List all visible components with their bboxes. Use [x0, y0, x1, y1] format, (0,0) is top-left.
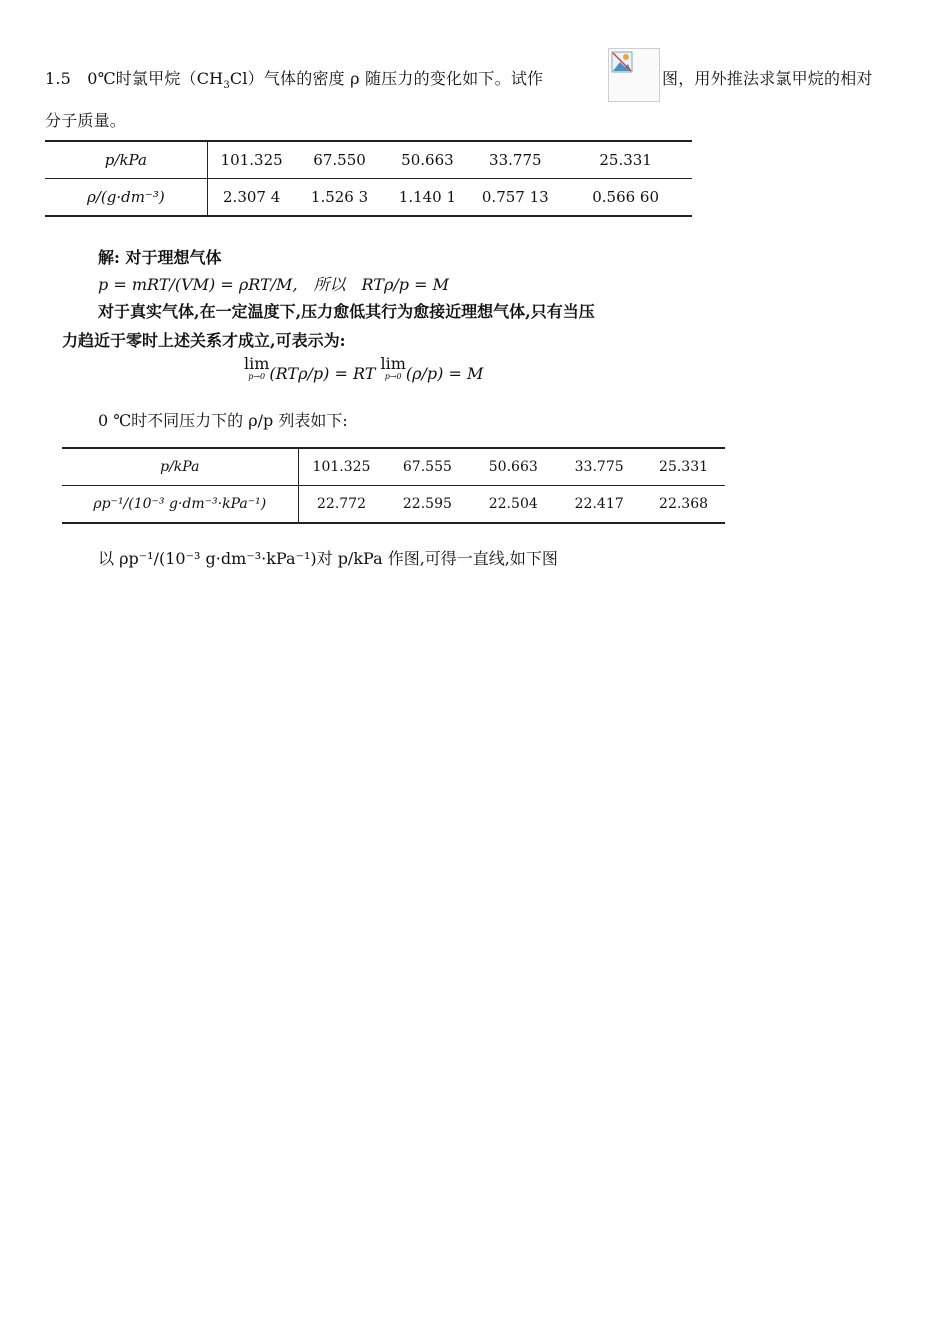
table-header-pressure: p/kPa — [62, 448, 298, 486]
table-row — [45, 179, 692, 217]
solution-paragraph-a: 对于真实气体,在一定温度下,压力愈低其行为愈接近理想气体,只有当压 — [98, 302, 595, 321]
question-subscript: 3 — [223, 80, 230, 92]
table-cell: 22.595 — [402, 496, 452, 512]
limit-operator-1 — [244, 354, 269, 381]
question-line-2: 分子质量。 — [45, 111, 127, 130]
table-density-ratio — [62, 447, 725, 524]
table-cell: 0.566 60 — [592, 188, 660, 206]
table-cell: 101.325 — [207, 141, 295, 179]
table-cell: 50.663 — [470, 448, 556, 486]
table-cell: 33.775 — [471, 141, 559, 179]
solution-label: 解 — [98, 248, 115, 267]
solution-intro — [98, 245, 222, 268]
table-cell: 1.526 3 — [310, 188, 369, 206]
equation-limit-a: (RTρ/p) = RT — [269, 364, 376, 383]
table-row — [45, 141, 692, 179]
closing-text: 以 ρp⁻¹/(10⁻³ g·dm⁻³·kPa⁻¹)对 p/kPa 作图,可得一直线,如下图 — [98, 549, 558, 568]
broken-image-placeholder — [608, 48, 660, 102]
question-line-1 — [45, 66, 543, 91]
table-header-pressure: p/kPa — [45, 141, 207, 179]
lim-text: lim — [380, 354, 406, 373]
table2-intro: 0 ℃时不同压力下的 ρ/p 列表如下: — [98, 411, 348, 430]
table-cell: 22.417 — [574, 496, 624, 512]
lim-subscript: p→0 — [248, 372, 266, 381]
table-cell: 22.772 — [317, 496, 366, 512]
table-cell: 67.555 — [384, 448, 470, 486]
table-cell: 67.550 — [296, 141, 384, 179]
table-header-ratio: ρp⁻¹/(10⁻³ g·dm⁻³·kPa⁻¹) — [62, 486, 298, 524]
solution-paragraph-b: 力趋近于零时上述关系才成立,可表示为: — [62, 331, 346, 350]
broken-image-icon — [611, 51, 633, 73]
solution-intro-text: : 对于理想气体 — [114, 248, 222, 267]
table-row — [62, 486, 725, 524]
lim-subscript: p→0 — [384, 372, 402, 381]
table-cell: 0.757 13 — [481, 188, 549, 206]
table-cell: 33.775 — [556, 448, 642, 486]
table-cell: 25.331 — [559, 141, 692, 179]
question-text-b: Cl）气体的密度 ρ 随压力的变化如下。试作 — [229, 69, 544, 88]
table-cell: 2.307 4 — [223, 188, 281, 206]
table-cell: 1.140 1 — [398, 188, 457, 206]
equation-ideal-gas: p = mRT/(VM) = ρRT/M, 所以 RTρ/p = M — [98, 275, 449, 294]
table-cell: 22.504 — [488, 496, 538, 512]
table-pressure-density — [45, 140, 692, 217]
equation-limit — [244, 354, 483, 383]
table-cell: 25.331 — [642, 448, 725, 486]
limit-operator-2 — [380, 354, 405, 381]
lim-text: lim — [244, 354, 270, 373]
table-cell: 22.368 — [659, 496, 709, 512]
table-cell: 50.663 — [383, 141, 471, 179]
table-cell: 101.325 — [298, 448, 384, 486]
table-header-density: ρ/(g·dm⁻³) — [45, 179, 207, 217]
table-row — [62, 448, 725, 486]
question-text-a: 1.5 0℃时氯甲烷（CH — [45, 69, 224, 88]
question-text-c: 图，用外推法求氯甲烷的相对 — [662, 69, 873, 88]
equation-limit-b: (ρ/p) = M — [405, 364, 484, 383]
